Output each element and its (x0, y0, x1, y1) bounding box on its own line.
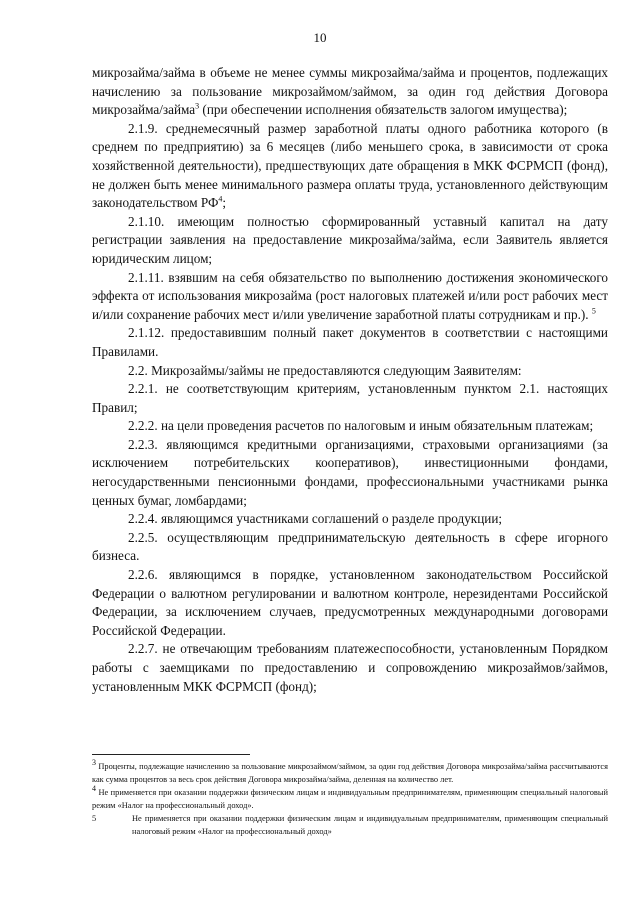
footnote-ref-3: 3 (195, 101, 200, 111)
paragraph-2-2-6: 2.2.6. являющимся в порядке, установленном законодательством Российской Федерации о валютном регулировании и валютном контроле, нерезидентами Российской Федерации, за исключением случаев, предусмотренных международными договорами Российской Федерации. (92, 567, 608, 638)
paragraph-2-1-10: 2.1.10. имеющим полностью сформированный уставный капитал на дату регистрации заявления на предоставление микрозайма/займа, если Заявитель является юридическим лицом; (92, 213, 608, 266)
footnotes (92, 760, 608, 838)
paragraph-2-2-3: 2.2.3. являющимся кредитными организациями, страховыми организациями (за исключением потребительских кооперативов), инвестиционными фондами, негосударственными пенсионными фондами, профессиональными участниками рынка ценных бумаг, ломбардами; (92, 436, 608, 508)
paragraph-2-2: 2.2. Микрозаймы/займы не предоставляются следующим Заявителям: (128, 362, 522, 378)
paragraph-continuation: микрозайма/займа в объеме не менее суммы микрозайма/займа и процентов, подлежащих начислению за пользование микрозаймом/займом, за один год действия Договора микрозайма/займа$^3$ (при обеспечении исполнения обязательств залогом имущества); (92, 65, 608, 118)
paragraph-2-2-7: 2.2.7. не отвечающим требованиям платежеспособности, установленным Порядком работы с заемщиками по предоставлению и сопровождению микрозаймов/займов, установленным МКК ФСРМСП (фонд); (92, 641, 608, 694)
paragraph-2-1-12: 2.1.12. предоставившим полный пакет документов в соответствии с настоящими Правилами. (92, 325, 608, 359)
paragraph-2-1-9: 2.1.9. среднемесячный размер заработной платы одного работника которого (в среднем по предприятию) за 6 месяцев (либо меньшего срока, в зависимости от срока хозяйственной деятельности), предшествующих дате обращения в МКК ФСРМСП (фонд), не должен быть менее минимального размера оплаты труда, установленного действующим законодательством $РФ^4$; (92, 120, 608, 211)
footnote-5: 5 Не применяется при оказании поддержки физическим лицам и индивидуальным предпринимателям, применяющим специальный налоговый режим «Налог на профессиональный доход» (92, 814, 608, 836)
footnote-separator (92, 754, 250, 755)
paragraph-2-2-2: 2.2.2. на цели проведения расчетов по налоговым и иным обязательным платежам; (128, 418, 594, 434)
footnote-4: $^4$ Не применяется при оказании поддержки физическим лицам и индивидуальным предпринимателям, применяющим специальный налоговый режим «Налог на профессиональный доход». (92, 784, 608, 810)
paragraph-2-2-5: 2.2.5. осуществляющим предпринимательскую деятельность в сфере игорного бизнеса. (92, 529, 608, 564)
paragraph-2-2-4: 2.2.4. являющимся участниками соглашений о разделе продукции; (128, 511, 503, 527)
paragraph-2-1-11: 2.1.11. взявшим на себя обязательство по выполнению достижения экономического эффекта от использования микрозайма (рост налоговых платежей и/или рост рабочих мест и/или сохранение рабочих мест и/или увеличение заработной платы сотрудникам и пр.). $^5$ (92, 269, 608, 322)
body-text (92, 64, 608, 696)
footnote-3: $^3$ Проценты, подлежащие начислению за пользование микрозаймом/займом, за один год действия Договора микрозайма/займа рассчитываются как сумма процентов за весь срок действия Договора микрозайма/займа, деленная на количество лет. (92, 758, 608, 784)
paragraph-2-2-1: 2.2.1. не соответствующим критериям, установленным пунктом 2.1. настоящих Правил; (92, 381, 608, 415)
page-number: 10 (313, 30, 327, 45)
footnote-ref-5: 5 (591, 306, 596, 316)
footnote-ref-4: 4 (218, 194, 223, 204)
